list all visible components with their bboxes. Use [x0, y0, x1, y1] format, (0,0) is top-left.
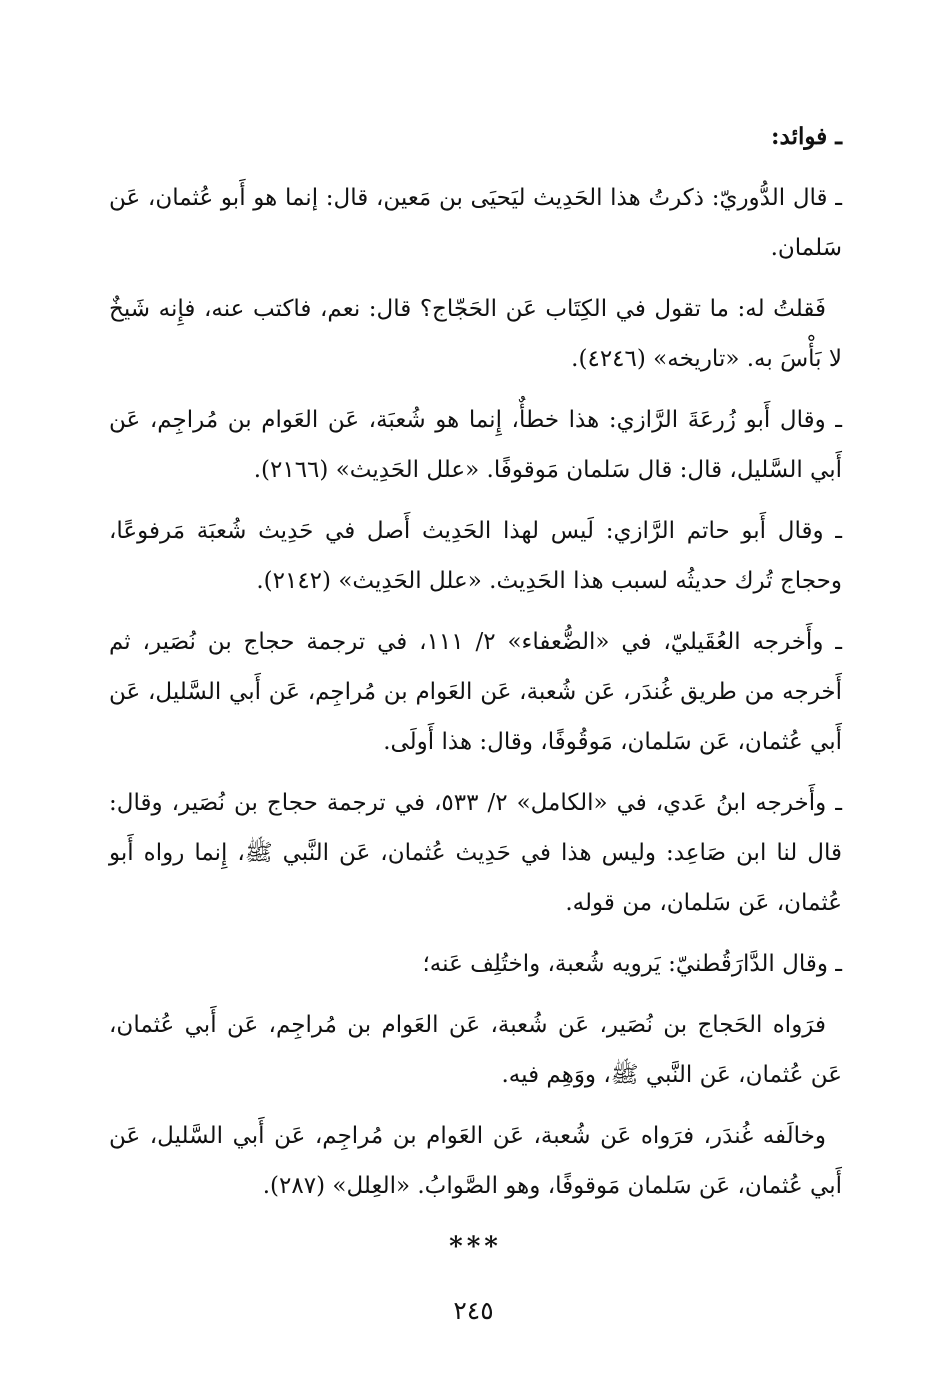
- paragraph-hajjaj-narration: فرَواه الحَجاج بن نُصَير، عَن شُعبة، عَن العَوام بن مُراجِم، عَن أَبي عُثمان، عَن عُثمان، عَن النَّبي ﷺ، ووَهِم فيه.: [109, 1012, 842, 1088]
- paragraph-ibn-adi: ـ وأَخرجه ابنُ عَدي، في «الكامل» ٢/ ٥٣٣، في ترجمة حجاج بن نُصَير، وقال: قال لنا ابن صَاعِد: وليس هذا في حَدِيث عُثمان، عَن النَّبي ﷺ، إِنما رواه أَبو عُثمان، عَن سَلمان، من قوله.: [109, 790, 842, 916]
- paragraph-abu-hatim: ـ وقال أَبو حاتم الرَّازي: لَيس لهذا الحَدِيث أَصل في حَدِيث شُعبَة مَرفوعًا، وحجاج تُرك حديثُه لسبب هذا الحَدِيث. «علل الحَدِيث» (٢١٤٢).: [109, 518, 842, 594]
- section-separator: ***: [449, 1232, 502, 1262]
- paragraph-abu-zurah: ـ وقال أَبو زُرعَةَ الرَّازي: هذا خطأٌ، إِنما هو شُعبَة، عَن العَوام بن مُراجِم، عَن أَبي السَّليل، قال: قال سَلمان مَوقوفًا. «علل الحَدِيث» (٢١٦٦).: [109, 407, 842, 483]
- section-heading: ـ فوائد:: [771, 123, 842, 150]
- paragraph-hajjaj-question: فَقلتُ له: ما تقول في الكِتَاب عَن الحَجّاج؟ قال: نعم، فاكتب عنه، فإِنه شَيخٌ لا بَأْسَ به. «تاريخه» (٤٢٤٦).: [109, 296, 842, 372]
- paragraph-uqayli: ـ وأَخرجه العُقَيليّ، في «الضُّعفاء» ٢/ ١١١، في ترجمة حجاج بن نُصَير، ثم أَخرجه من طريق غُندَر، عَن شُعبة، عَن العَوام بن مُراجِم، عَن أَبي السَّليل، عَن أَبي عُثمان، عَن سَلمان، مَوقُوفًا، وقال: هذا أَولَى.: [109, 629, 843, 755]
- page-number: ٢٤٥: [453, 1296, 494, 1325]
- paragraph-duri: ـ قال الدُّوريّ: ذكرتُ هذا الحَدِيث ليَحيَى بن مَعين، قال: إنما هو أَبو عُثمان، عَن سَلمان.: [109, 185, 842, 261]
- paragraph-ghundar-narration: وخالَفه غُندَر، فرَواه عَن شُعبة، عَن العَوام بن مُراجِم، عَن أَبي السَّليل، عَن أَبي عُثمان، عَن سَلمان مَوقوفًا، وهو الصَّوابُ. «العِلل» (٢٨٧).: [109, 1123, 842, 1199]
- page-body: [109, 112, 842, 1298]
- paragraph-daraqutni: ـ وقال الدَّارَقُطنيّ: يَرويه شُعبة، واختُلِف عَنه؛: [422, 951, 842, 977]
